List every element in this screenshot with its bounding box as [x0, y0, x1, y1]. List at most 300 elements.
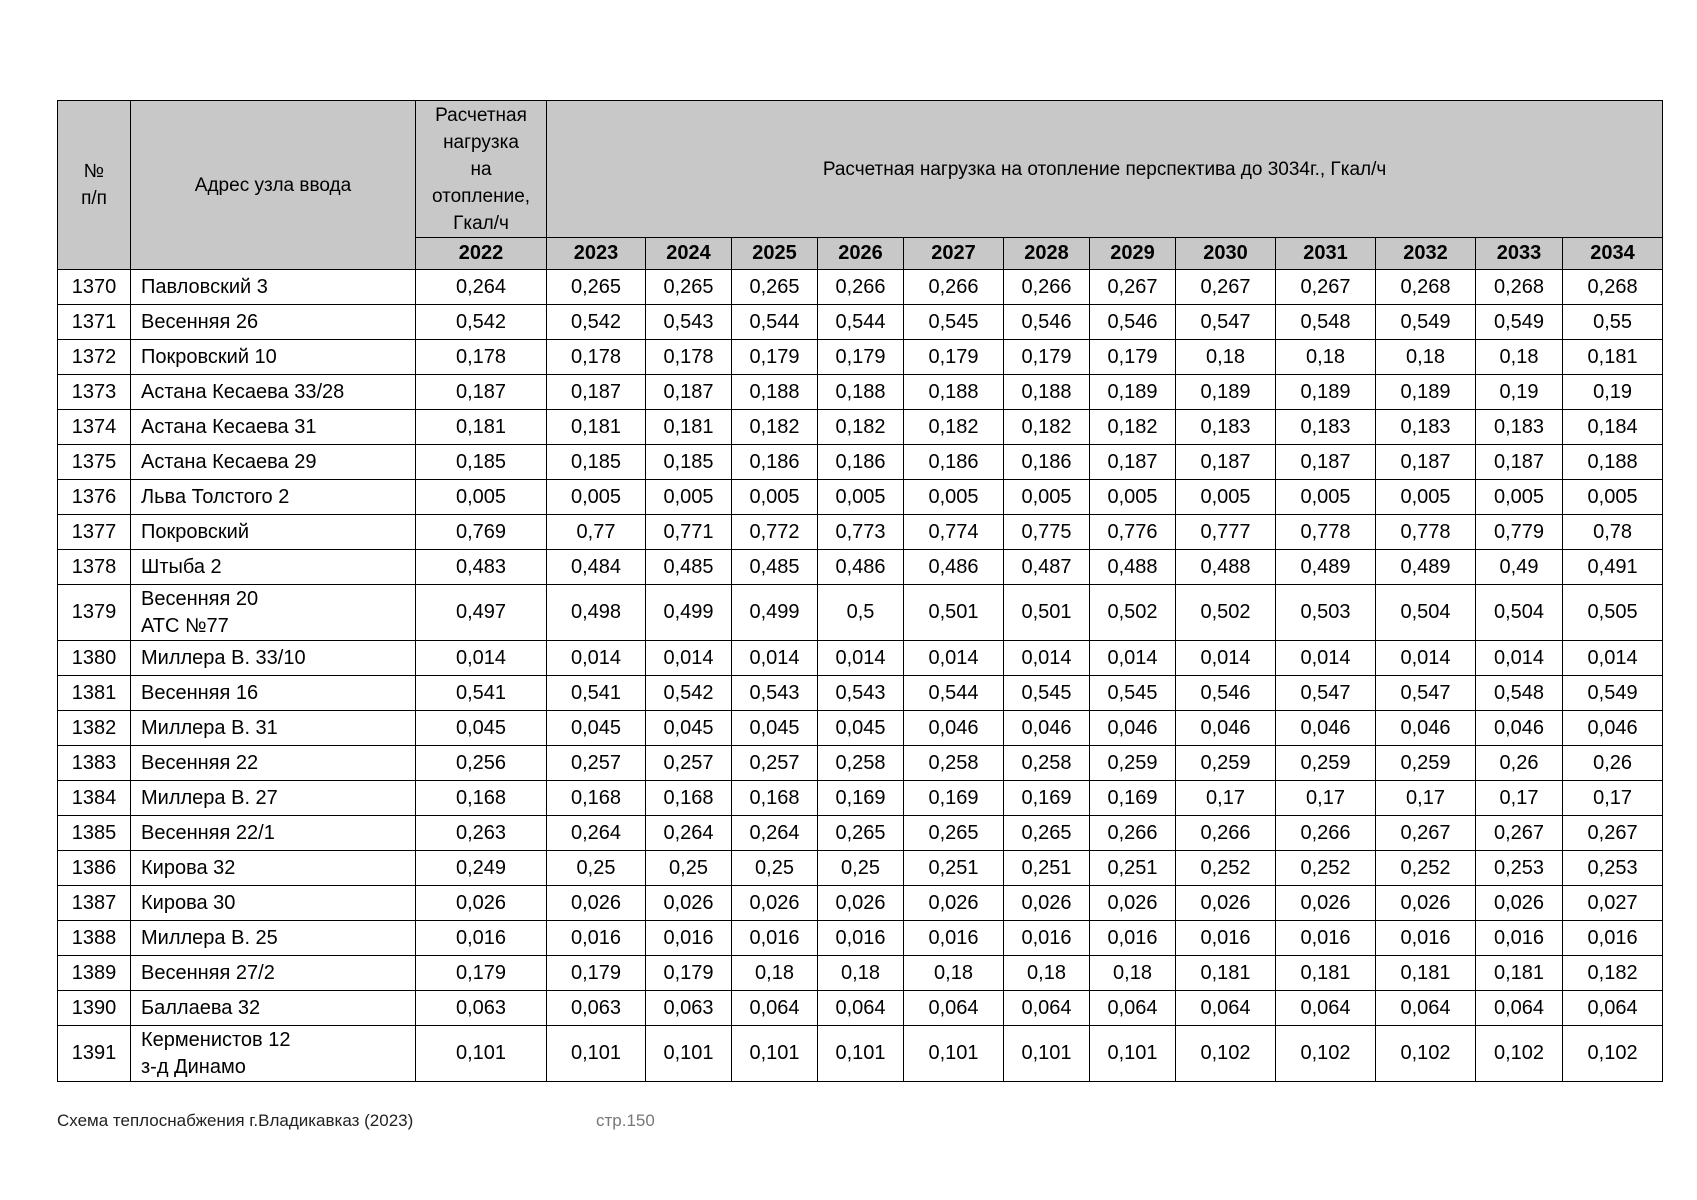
load-value-2028: 0,046	[1004, 711, 1090, 746]
load-value-2030: 0,102	[1176, 1026, 1276, 1082]
load-value-2027: 0,026	[904, 886, 1004, 921]
load-value-2031: 0,046	[1276, 711, 1376, 746]
load-value-2030: 0,18	[1176, 340, 1276, 375]
year-header-2032: 2032	[1376, 238, 1476, 270]
load-value-2031: 0,259	[1276, 746, 1376, 781]
load-value-2027: 0,774	[904, 515, 1004, 550]
load-value-2034: 0,505	[1563, 585, 1663, 641]
load-value-2023: 0,257	[547, 746, 646, 781]
table-row	[58, 921, 1663, 956]
load-value-2028: 0,188	[1004, 375, 1090, 410]
load-value-2027: 0,501	[904, 585, 1004, 641]
load-value-2028: 0,487	[1004, 550, 1090, 585]
row-number: 1371	[58, 305, 131, 340]
load-value-2027: 0,101	[904, 1026, 1004, 1082]
load-value-2024: 0,063	[646, 991, 732, 1026]
load-value-2026: 0,188	[818, 375, 904, 410]
load-value-2026: 0,016	[818, 921, 904, 956]
load-value-2029: 0,014	[1090, 641, 1176, 676]
load-value-2024: 0,485	[646, 550, 732, 585]
load-value-2034: 0,253	[1563, 851, 1663, 886]
load-value-2034: 0,491	[1563, 550, 1663, 585]
load-value-2032: 0,489	[1376, 550, 1476, 585]
load-value-2023: 0,542	[547, 305, 646, 340]
heat-load-table	[57, 100, 1663, 1082]
row-number: 1389	[58, 956, 131, 991]
year-header-2026: 2026	[818, 238, 904, 270]
load-value-2031: 0,489	[1276, 550, 1376, 585]
load-value-2030: 0,187	[1176, 445, 1276, 480]
row-number: 1372	[58, 340, 131, 375]
load-value-2026: 0,258	[818, 746, 904, 781]
load-value-2023: 0,541	[547, 676, 646, 711]
load-value-2029: 0,169	[1090, 781, 1176, 816]
load-value-2033: 0,268	[1476, 270, 1563, 305]
load-value-2023: 0,101	[547, 1026, 646, 1082]
load-value-2034: 0,17	[1563, 781, 1663, 816]
load-value-2028: 0,258	[1004, 746, 1090, 781]
load-value-2022: 0,769	[416, 515, 547, 550]
row-address: Весенняя 22/1	[131, 816, 416, 851]
row-number: 1379	[58, 585, 131, 641]
load-value-2022: 0,185	[416, 445, 547, 480]
row-number: 1383	[58, 746, 131, 781]
year-header-2023: 2023	[547, 238, 646, 270]
load-value-2025: 0,186	[732, 445, 818, 480]
load-value-2022: 0,483	[416, 550, 547, 585]
load-value-2030: 0,17	[1176, 781, 1276, 816]
load-value-2032: 0,18	[1376, 340, 1476, 375]
year-header-2025: 2025	[732, 238, 818, 270]
load-value-2030: 0,547	[1176, 305, 1276, 340]
load-value-2026: 0,266	[818, 270, 904, 305]
year-header-2030: 2030	[1176, 238, 1276, 270]
load-value-2026: 0,544	[818, 305, 904, 340]
load-value-2031: 0,102	[1276, 1026, 1376, 1082]
load-value-2028: 0,545	[1004, 676, 1090, 711]
load-value-2026: 0,179	[818, 340, 904, 375]
load-value-2032: 0,016	[1376, 921, 1476, 956]
load-value-2024: 0,265	[646, 270, 732, 305]
load-value-2032: 0,102	[1376, 1026, 1476, 1082]
year-header-2022: 2022	[416, 238, 547, 270]
load-value-2024: 0,168	[646, 781, 732, 816]
load-value-2028: 0,169	[1004, 781, 1090, 816]
load-value-2025: 0,544	[732, 305, 818, 340]
row-address: Весенняя 27/2	[131, 956, 416, 991]
year-header-2029: 2029	[1090, 238, 1176, 270]
load-value-2034: 0,19	[1563, 375, 1663, 410]
load-value-2024: 0,499	[646, 585, 732, 641]
row-address: Покровский	[131, 515, 416, 550]
load-value-2022: 0,063	[416, 991, 547, 1026]
load-value-2022: 0,187	[416, 375, 547, 410]
load-value-2033: 0,187	[1476, 445, 1563, 480]
load-value-2022: 0,181	[416, 410, 547, 445]
load-value-2025: 0,485	[732, 550, 818, 585]
table-row	[58, 480, 1663, 515]
load-value-2024: 0,181	[646, 410, 732, 445]
load-value-2025: 0,005	[732, 480, 818, 515]
row-number: 1376	[58, 480, 131, 515]
load-value-2029: 0,189	[1090, 375, 1176, 410]
year-header-2034: 2034	[1563, 238, 1663, 270]
load-value-2030: 0,189	[1176, 375, 1276, 410]
load-value-2029: 0,266	[1090, 816, 1176, 851]
load-value-2023: 0,25	[547, 851, 646, 886]
load-value-2022: 0,179	[416, 956, 547, 991]
load-value-2023: 0,187	[547, 375, 646, 410]
load-value-2023: 0,014	[547, 641, 646, 676]
load-value-2027: 0,251	[904, 851, 1004, 886]
load-value-2025: 0,265	[732, 270, 818, 305]
load-value-2022: 0,168	[416, 781, 547, 816]
load-value-2027: 0,014	[904, 641, 1004, 676]
row-address: Астана Кесаева 29	[131, 445, 416, 480]
load-value-2033: 0,102	[1476, 1026, 1563, 1082]
load-value-2030: 0,064	[1176, 991, 1276, 1026]
row-address: Кирова 32	[131, 851, 416, 886]
load-value-2025: 0,026	[732, 886, 818, 921]
load-value-2030: 0,777	[1176, 515, 1276, 550]
load-value-2031: 0,267	[1276, 270, 1376, 305]
load-value-2022: 0,014	[416, 641, 547, 676]
load-value-2032: 0,259	[1376, 746, 1476, 781]
load-value-2034: 0,26	[1563, 746, 1663, 781]
row-address: Весенняя 26	[131, 305, 416, 340]
load-value-2025: 0,257	[732, 746, 818, 781]
load-value-2032: 0,187	[1376, 445, 1476, 480]
table-row	[58, 711, 1663, 746]
table-row	[58, 550, 1663, 585]
row-address: Весенняя 16	[131, 676, 416, 711]
load-value-2026: 0,005	[818, 480, 904, 515]
load-value-2027: 0,545	[904, 305, 1004, 340]
load-value-2034: 0,046	[1563, 711, 1663, 746]
load-value-2024: 0,542	[646, 676, 732, 711]
load-value-2023: 0,063	[547, 991, 646, 1026]
row-address: Павловский 3	[131, 270, 416, 305]
load-value-2027: 0,169	[904, 781, 1004, 816]
row-address: Миллера В. 25	[131, 921, 416, 956]
load-value-2031: 0,547	[1276, 676, 1376, 711]
load-value-2023: 0,005	[547, 480, 646, 515]
load-value-2032: 0,064	[1376, 991, 1476, 1026]
load-value-2025: 0,045	[732, 711, 818, 746]
row-number: 1381	[58, 676, 131, 711]
load-value-2026: 0,773	[818, 515, 904, 550]
load-value-2028: 0,546	[1004, 305, 1090, 340]
row-address: Льва Толстого 2	[131, 480, 416, 515]
load-value-2032: 0,183	[1376, 410, 1476, 445]
load-value-2027: 0,18	[904, 956, 1004, 991]
load-value-2029: 0,267	[1090, 270, 1176, 305]
load-value-2023: 0,026	[547, 886, 646, 921]
load-value-2024: 0,187	[646, 375, 732, 410]
row-address: Миллера В. 33/10	[131, 641, 416, 676]
load-value-2033: 0,253	[1476, 851, 1563, 886]
load-value-2031: 0,18	[1276, 340, 1376, 375]
row-number: 1373	[58, 375, 131, 410]
load-value-2022: 0,249	[416, 851, 547, 886]
load-value-2029: 0,016	[1090, 921, 1176, 956]
load-value-2022: 0,005	[416, 480, 547, 515]
load-value-2028: 0,501	[1004, 585, 1090, 641]
row-number: 1387	[58, 886, 131, 921]
table-row	[58, 585, 1663, 641]
header-current-load: Расчетная нагрузка на отопление, Гкал/ч	[416, 101, 547, 238]
load-value-2026: 0,169	[818, 781, 904, 816]
load-value-2027: 0,188	[904, 375, 1004, 410]
load-value-2033: 0,267	[1476, 816, 1563, 851]
table-row	[58, 991, 1663, 1026]
load-value-2029: 0,026	[1090, 886, 1176, 921]
load-value-2024: 0,771	[646, 515, 732, 550]
row-number: 1380	[58, 641, 131, 676]
load-value-2032: 0,547	[1376, 676, 1476, 711]
load-value-2026: 0,045	[818, 711, 904, 746]
row-number: 1385	[58, 816, 131, 851]
table-row	[58, 781, 1663, 816]
load-value-2028: 0,101	[1004, 1026, 1090, 1082]
row-address: Штыба 2	[131, 550, 416, 585]
load-value-2027: 0,005	[904, 480, 1004, 515]
load-value-2029: 0,488	[1090, 550, 1176, 585]
load-value-2027: 0,182	[904, 410, 1004, 445]
year-header-2028: 2028	[1004, 238, 1090, 270]
row-number: 1390	[58, 991, 131, 1026]
load-value-2034: 0,064	[1563, 991, 1663, 1026]
load-value-2028: 0,005	[1004, 480, 1090, 515]
load-value-2034: 0,005	[1563, 480, 1663, 515]
load-value-2030: 0,488	[1176, 550, 1276, 585]
load-value-2026: 0,064	[818, 991, 904, 1026]
load-value-2031: 0,17	[1276, 781, 1376, 816]
load-value-2030: 0,259	[1176, 746, 1276, 781]
load-value-2028: 0,179	[1004, 340, 1090, 375]
load-value-2026: 0,25	[818, 851, 904, 886]
load-value-2027: 0,544	[904, 676, 1004, 711]
load-value-2034: 0,014	[1563, 641, 1663, 676]
load-value-2027: 0,266	[904, 270, 1004, 305]
table-row	[58, 270, 1663, 305]
load-value-2033: 0,026	[1476, 886, 1563, 921]
load-value-2024: 0,264	[646, 816, 732, 851]
load-value-2031: 0,014	[1276, 641, 1376, 676]
table-row	[58, 375, 1663, 410]
table-row	[58, 1026, 1663, 1082]
load-value-2025: 0,188	[732, 375, 818, 410]
load-value-2024: 0,045	[646, 711, 732, 746]
load-value-2024: 0,543	[646, 305, 732, 340]
load-value-2023: 0,77	[547, 515, 646, 550]
load-value-2025: 0,101	[732, 1026, 818, 1082]
row-number: 1391	[58, 1026, 131, 1082]
year-header-2033: 2033	[1476, 238, 1563, 270]
load-value-2028: 0,18	[1004, 956, 1090, 991]
load-value-2024: 0,179	[646, 956, 732, 991]
load-value-2031: 0,016	[1276, 921, 1376, 956]
load-value-2026: 0,543	[818, 676, 904, 711]
load-value-2029: 0,182	[1090, 410, 1176, 445]
load-value-2034: 0,184	[1563, 410, 1663, 445]
load-value-2029: 0,18	[1090, 956, 1176, 991]
row-number: 1377	[58, 515, 131, 550]
load-value-2028: 0,016	[1004, 921, 1090, 956]
load-value-2034: 0,027	[1563, 886, 1663, 921]
load-value-2030: 0,005	[1176, 480, 1276, 515]
header-address: Адрес узла ввода	[131, 101, 416, 270]
load-value-2022: 0,542	[416, 305, 547, 340]
load-value-2025: 0,18	[732, 956, 818, 991]
load-value-2030: 0,046	[1176, 711, 1276, 746]
load-value-2034: 0,182	[1563, 956, 1663, 991]
load-value-2032: 0,268	[1376, 270, 1476, 305]
load-value-2023: 0,181	[547, 410, 646, 445]
load-value-2034: 0,78	[1563, 515, 1663, 550]
load-value-2028: 0,026	[1004, 886, 1090, 921]
load-value-2031: 0,503	[1276, 585, 1376, 641]
year-header-2031: 2031	[1276, 238, 1376, 270]
load-value-2028: 0,266	[1004, 270, 1090, 305]
load-value-2025: 0,016	[732, 921, 818, 956]
load-value-2032: 0,014	[1376, 641, 1476, 676]
load-value-2025: 0,543	[732, 676, 818, 711]
table-row	[58, 676, 1663, 711]
row-address: Кирова 30	[131, 886, 416, 921]
load-value-2025: 0,772	[732, 515, 818, 550]
load-value-2032: 0,189	[1376, 375, 1476, 410]
load-value-2032: 0,778	[1376, 515, 1476, 550]
row-address: Миллера В. 27	[131, 781, 416, 816]
load-value-2030: 0,181	[1176, 956, 1276, 991]
row-number: 1375	[58, 445, 131, 480]
load-value-2030: 0,016	[1176, 921, 1276, 956]
load-value-2029: 0,005	[1090, 480, 1176, 515]
load-value-2026: 0,026	[818, 886, 904, 921]
load-value-2031: 0,266	[1276, 816, 1376, 851]
load-value-2029: 0,259	[1090, 746, 1176, 781]
load-value-2028: 0,775	[1004, 515, 1090, 550]
load-value-2033: 0,26	[1476, 746, 1563, 781]
load-value-2027: 0,046	[904, 711, 1004, 746]
load-value-2032: 0,252	[1376, 851, 1476, 886]
load-value-2023: 0,179	[547, 956, 646, 991]
row-address: Покровский 10	[131, 340, 416, 375]
load-value-2032: 0,267	[1376, 816, 1476, 851]
load-value-2033: 0,005	[1476, 480, 1563, 515]
load-value-2033: 0,17	[1476, 781, 1563, 816]
load-value-2031: 0,183	[1276, 410, 1376, 445]
load-value-2023: 0,016	[547, 921, 646, 956]
load-value-2034: 0,267	[1563, 816, 1663, 851]
load-value-2030: 0,546	[1176, 676, 1276, 711]
load-value-2024: 0,005	[646, 480, 732, 515]
header-num: № п/п	[58, 101, 131, 270]
load-value-2034: 0,181	[1563, 340, 1663, 375]
load-value-2030: 0,252	[1176, 851, 1276, 886]
load-value-2032: 0,046	[1376, 711, 1476, 746]
load-value-2029: 0,545	[1090, 676, 1176, 711]
load-value-2025: 0,25	[732, 851, 818, 886]
load-value-2022: 0,263	[416, 816, 547, 851]
year-header-2027: 2027	[904, 238, 1004, 270]
load-value-2031: 0,187	[1276, 445, 1376, 480]
load-value-2026: 0,18	[818, 956, 904, 991]
table-row	[58, 445, 1663, 480]
row-address: Астана Кесаева 33/28	[131, 375, 416, 410]
load-value-2025: 0,014	[732, 641, 818, 676]
load-value-2024: 0,178	[646, 340, 732, 375]
row-number: 1370	[58, 270, 131, 305]
row-address: Весенняя 20 АТС №77	[131, 585, 416, 641]
load-value-2032: 0,026	[1376, 886, 1476, 921]
load-value-2023: 0,265	[547, 270, 646, 305]
load-value-2033: 0,779	[1476, 515, 1563, 550]
load-value-2025: 0,168	[732, 781, 818, 816]
table-row	[58, 305, 1663, 340]
load-value-2031: 0,778	[1276, 515, 1376, 550]
load-value-2028: 0,064	[1004, 991, 1090, 1026]
load-value-2029: 0,046	[1090, 711, 1176, 746]
load-value-2030: 0,267	[1176, 270, 1276, 305]
load-value-2034: 0,268	[1563, 270, 1663, 305]
load-value-2028: 0,265	[1004, 816, 1090, 851]
footer-page-number: стр.150	[596, 1111, 655, 1130]
row-number: 1378	[58, 550, 131, 585]
load-value-2027: 0,486	[904, 550, 1004, 585]
load-value-2033: 0,504	[1476, 585, 1563, 641]
load-value-2029: 0,187	[1090, 445, 1176, 480]
load-value-2022: 0,178	[416, 340, 547, 375]
row-number: 1382	[58, 711, 131, 746]
load-value-2023: 0,498	[547, 585, 646, 641]
load-value-2032: 0,181	[1376, 956, 1476, 991]
load-value-2024: 0,101	[646, 1026, 732, 1082]
load-value-2029: 0,546	[1090, 305, 1176, 340]
load-value-2025: 0,064	[732, 991, 818, 1026]
load-value-2031: 0,252	[1276, 851, 1376, 886]
load-value-2034: 0,549	[1563, 676, 1663, 711]
year-header-2024: 2024	[646, 238, 732, 270]
load-value-2026: 0,486	[818, 550, 904, 585]
load-value-2028: 0,014	[1004, 641, 1090, 676]
load-value-2033: 0,046	[1476, 711, 1563, 746]
load-value-2033: 0,548	[1476, 676, 1563, 711]
load-value-2022: 0,541	[416, 676, 547, 711]
load-value-2033: 0,064	[1476, 991, 1563, 1026]
table-row	[58, 816, 1663, 851]
load-value-2034: 0,016	[1563, 921, 1663, 956]
load-value-2027: 0,265	[904, 816, 1004, 851]
row-number: 1386	[58, 851, 131, 886]
header-perspective: Расчетная нагрузка на отопление перспектива до 3034г., Гкал/ч	[547, 101, 1663, 238]
load-value-2031: 0,548	[1276, 305, 1376, 340]
load-value-2024: 0,014	[646, 641, 732, 676]
load-value-2031: 0,189	[1276, 375, 1376, 410]
load-value-2022: 0,264	[416, 270, 547, 305]
table-row	[58, 851, 1663, 886]
load-value-2034: 0,55	[1563, 305, 1663, 340]
load-value-2033: 0,183	[1476, 410, 1563, 445]
load-value-2026: 0,186	[818, 445, 904, 480]
load-value-2023: 0,264	[547, 816, 646, 851]
load-value-2023: 0,185	[547, 445, 646, 480]
load-value-2032: 0,005	[1376, 480, 1476, 515]
load-value-2032: 0,549	[1376, 305, 1476, 340]
load-value-2033: 0,181	[1476, 956, 1563, 991]
load-value-2023: 0,045	[547, 711, 646, 746]
